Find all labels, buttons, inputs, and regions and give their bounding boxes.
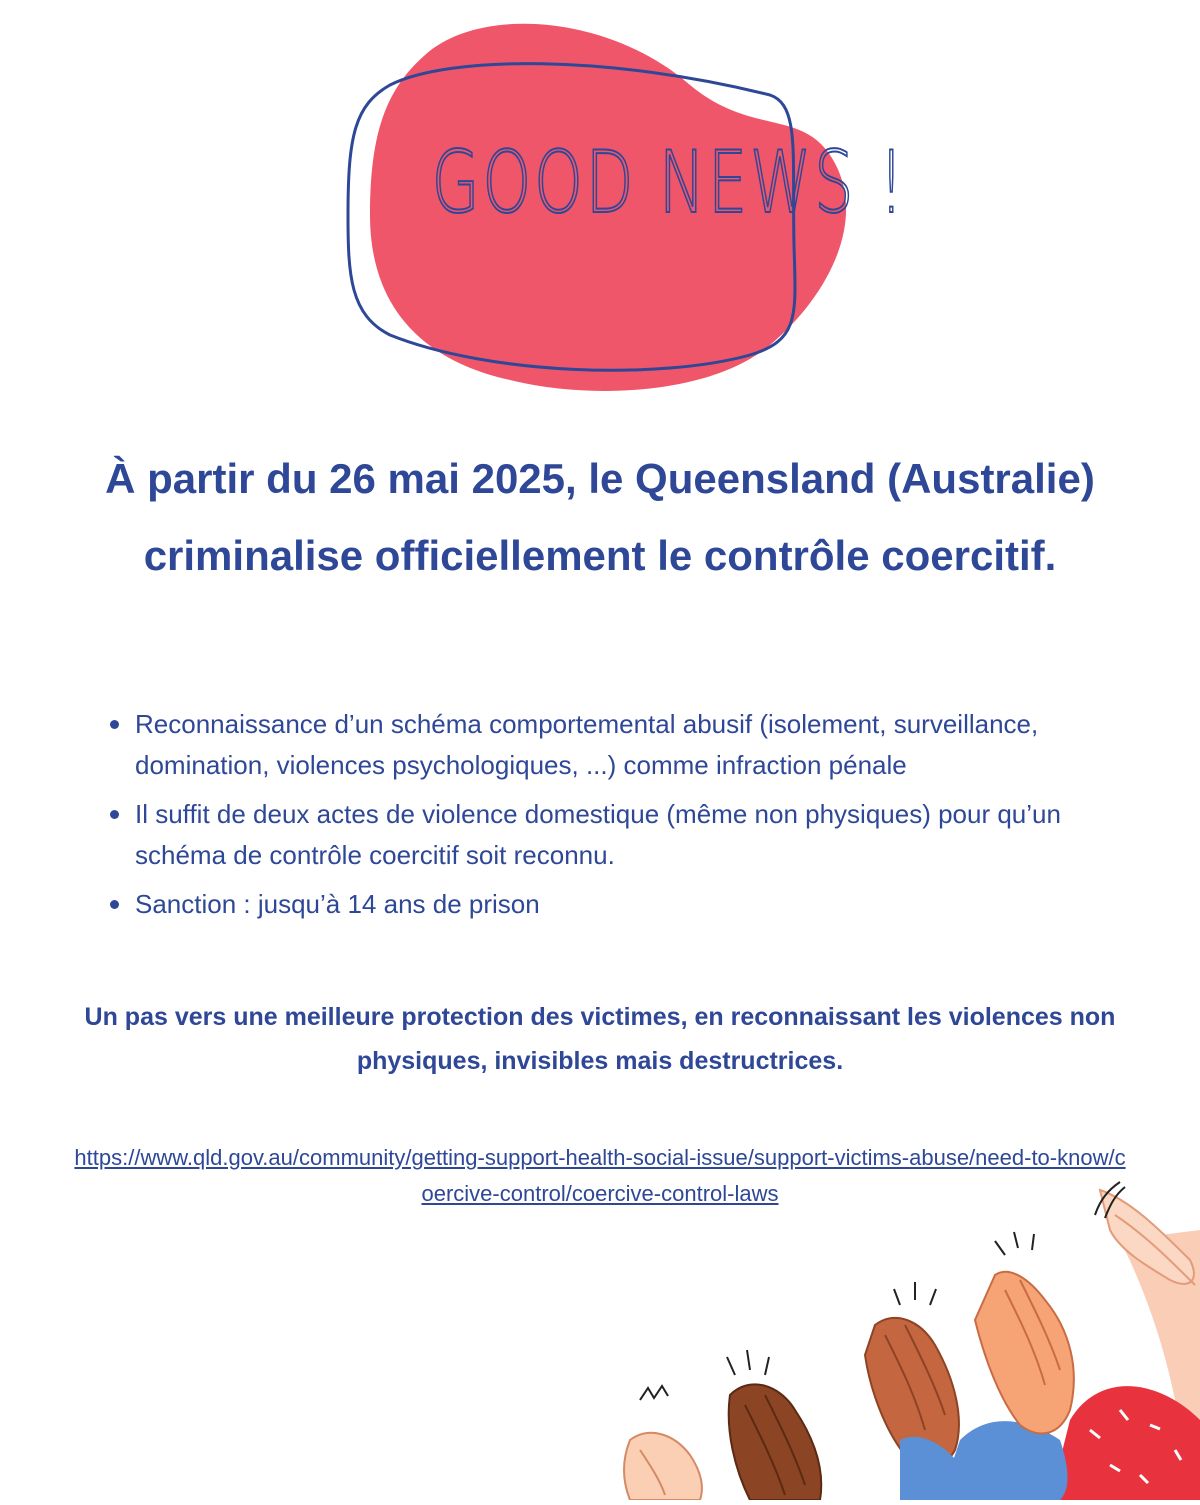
good-news-title: GOOD NEWS !: [431, 133, 907, 233]
source-link[interactable]: https://www.qld.gov.au/community/getting-support-health-social-issue/support-victims-abuse/need-to-know/coercive-control/coercive-control-laws: [74, 1145, 1126, 1206]
clapping-hands-illustration: [600, 1170, 1200, 1500]
conclusion-text: Un pas vers une meilleure protection des victimes, en reconnaissant les violences non physiques, invisibles mais destructrices.: [84, 1003, 1116, 1075]
clapping-hands-icon: [600, 1170, 1200, 1500]
list-item: Sanction : jusqu’à 14 ans de prison: [135, 884, 1120, 925]
list-item: Reconnaissance d’un schéma comportemental abusif (isolement, surveillance, domination, violences psychologiques, ...) comme infraction pénale: [135, 704, 1120, 786]
headline: À partir du 26 mai 2025, le Queensland (Australie) criminalise officiellement le contrôle coercitif.: [105, 455, 1095, 579]
good-news-badge: [330, 15, 907, 400]
list-item: Il suffit de deux actes de violence domestique (même non physiques) pour qu’un schéma de contrôle coercitif soit reconnu.: [135, 794, 1120, 876]
key-points-list: [135, 704, 1120, 933]
